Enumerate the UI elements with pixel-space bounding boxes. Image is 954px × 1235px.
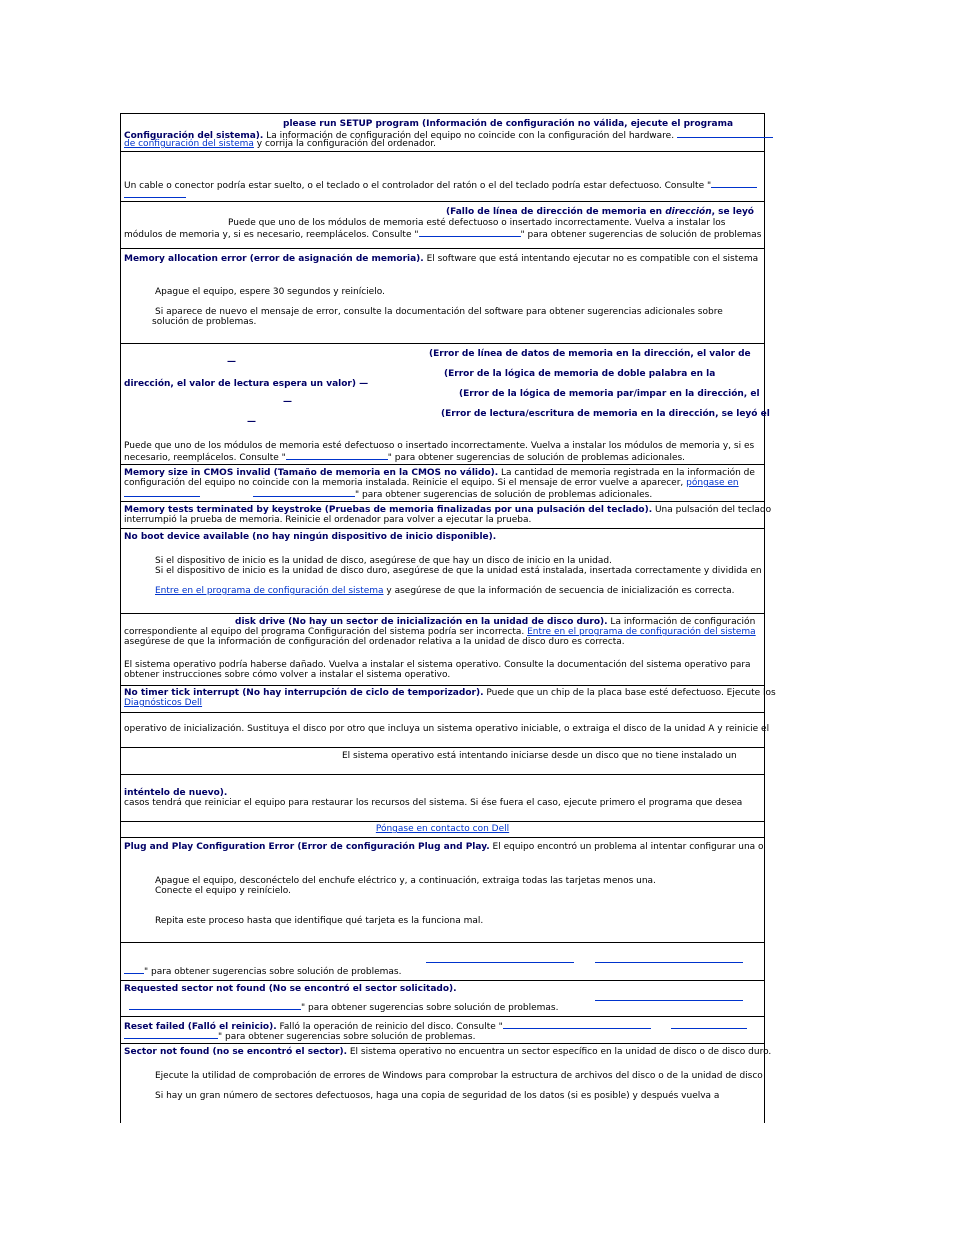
system-setup-link[interactable]: Entre en el programa de configuración del sistema <box>527 627 756 637</box>
dell-diagnostics-link[interactable]: Diagnósticos Dell <box>124 698 203 708</box>
row-body-text: " para obtener sugerencias sobre solución de problemas. <box>218 1032 476 1042</box>
row-body-text: " para obtener sugerencias de solución de problemas adicionales. <box>355 490 653 500</box>
row-body-text: configuración del equipo no coincide con la memoria instalada. Reinicie el equipo. Si el mensaje de error vuelve a aparecer, <box>124 478 687 488</box>
row-heading: Sector not found (no se encontró el sector). <box>124 1047 347 1057</box>
row-heading: No timer tick interrupt (No hay interrupción de ciclo de temporizador). <box>124 688 484 698</box>
row-body: El equipo encontró un problema al intentar configurar una o <box>489 842 764 852</box>
link-blank[interactable] <box>711 179 757 188</box>
row-no-boot-device <box>121 528 764 614</box>
row-heading: Plug and Play Configuration Error (Error de configuración Plug and Play. <box>124 842 490 852</box>
row-text <box>124 254 758 265</box>
row-body: y corrija la configuración del ordenador. <box>253 139 436 149</box>
step-item: Conecte el equipo y reinícielo. <box>155 886 291 896</box>
row-memory-data-line <box>121 343 770 465</box>
step-item: Apague el equipo, espere 30 segundos y reinícielo. <box>155 287 385 297</box>
row-heading: please run SETUP program (Información de configuración no válida, ejecute el programa <box>283 119 734 129</box>
row-body: La información de configuración del equipo no coincide con la configuración del hardware. <box>263 131 677 141</box>
row-body: Falló la operación de reinicio del disco. Consulte " <box>276 1022 503 1032</box>
contact-dell-link[interactable]: Póngase en contacto con Dell <box>375 824 510 834</box>
row-text <box>124 1030 475 1043</box>
row-text <box>121 824 764 835</box>
link-blank[interactable] <box>503 1020 651 1029</box>
link-blank[interactable] <box>595 992 743 1001</box>
row-body: El software que está intentando ejecutar no es compatible con el sistema <box>423 254 759 264</box>
row-body: El sistema operativo no encuentra un sector específico en la unidad de disco o de disco duro. <box>347 1047 772 1057</box>
row-heading: No boot device available (no hay ningún dispositivo de inicio disponible). <box>124 532 497 542</box>
row-text <box>124 1047 771 1058</box>
row-heading: — <box>247 417 256 427</box>
link-blank[interactable] <box>124 965 144 974</box>
heading-part: (Fallo de línea de dirección de memoria en <box>446 207 666 217</box>
row-heading: Requested sector not found (No se encontró el sector solicitado). <box>124 984 457 994</box>
row-heading: Configuración del sistema). <box>124 131 264 141</box>
link-blank[interactable] <box>253 488 355 497</box>
link-blank[interactable] <box>124 1030 218 1039</box>
row-text <box>426 954 743 967</box>
row-heading: Memory tests terminated by keystroke (Pruebas de memoria finalizadas por una pulsación del teclado). <box>124 505 653 515</box>
row-memory-allocation <box>121 248 764 344</box>
row-text <box>124 228 761 241</box>
row-sector-not-found <box>121 1043 772 1124</box>
row-memory-tests-keystroke <box>121 501 772 529</box>
row-body: casos tendrá que reiniciar el equipo para restaurar los recursos del sistema. Si ése fuera el caso, ejecute primero el programa que desea <box>124 798 743 808</box>
row-body: operativo de inicialización. Sustituya el disco por otro que incluya un sistema operativo iniciable, o extraiga el disco de la unidad A y reinicie el <box>124 724 770 734</box>
row-heading: (Error de línea de datos de memoria en la dirección, el valor de <box>429 349 751 359</box>
row-heading: — <box>227 357 236 367</box>
heading-part: , se leyó <box>711 207 754 217</box>
row-body: El sistema operativo podría haberse dañado. Vuelva a instalar el sistema operativo. Consulte la documentación del sistema operativo para <box>124 660 751 670</box>
row-heading <box>446 207 754 218</box>
row-heading: dirección, el valor de lectura espera un valor) — <box>124 379 369 389</box>
row-body: asegúrese de que la información de configuración del ordenador relativa a la unidad de disco duro es correcta. <box>124 637 625 647</box>
row-body-text: necesario, reemplácelos. Consulte " <box>124 453 286 463</box>
row-body <box>124 179 757 192</box>
step-item: Si el dispositivo de inicio es la unidad de disco duro, asegúrese de que la unidad está instalada, insertada correctamente y dividida en <box>155 566 762 576</box>
row-plug-and-play <box>121 837 764 943</box>
row-body: interrumpió la prueba de memoria. Reinicie el ordenador para volver a ejecutar la prueba. <box>124 515 532 525</box>
row-reset-failed <box>121 1016 764 1044</box>
row-body: El sistema operativo está intentando iniciarse desde un disco que no tiene instalado un <box>342 751 737 761</box>
row-body: Puede que uno de los módulos de memoria esté defectuoso o insertado incorrectamente. Vuelva a instalar los <box>228 218 726 228</box>
row-heading: (Error de la lógica de memoria par/impar en la dirección, el <box>459 389 760 399</box>
row-text <box>124 488 652 501</box>
row-not-enough-resources <box>121 774 764 822</box>
row-heading: disk drive (No hay un sector de inicialización en la unidad de disco duro). <box>235 617 608 627</box>
link-blank[interactable] <box>677 129 773 138</box>
step-item: solución de problemas. <box>152 317 257 327</box>
row-body: Puede que un chip de la placa base esté defectuoso. Ejecute los <box>483 688 776 698</box>
row-body: La cantidad de memoria registrada en la información de <box>498 468 755 478</box>
link-blank[interactable] <box>671 1020 747 1029</box>
row-no-boot-sector <box>121 613 764 686</box>
row-body-text: " para obtener sugerencias de solución de problemas adicionales. <box>387 453 686 463</box>
row-contact-dell <box>121 821 764 838</box>
row-body: Puede que uno de los módulos de memoria esté defectuoso o insertado incorrectamente. Vuelva a instalar los módulos de memoria y, si es <box>124 441 755 451</box>
row-body-text: " para obtener sugerencias de solución de problemas <box>520 230 762 240</box>
row-requested-sector <box>121 980 764 1017</box>
row-body-text: " para obtener sugerencias sobre solución de problemas. <box>144 967 402 977</box>
row-text <box>124 698 202 709</box>
row-text <box>124 139 436 150</box>
system-setup-link[interactable]: de configuración del sistema <box>124 139 254 149</box>
system-setup-link[interactable]: Entre en el programa de configuración del sistema <box>155 586 384 596</box>
error-message-table <box>120 113 776 1123</box>
step-item: Si aparece de nuevo el mensaje de error, consulte la documentación del software para obtener sugerencias adicionales sobre <box>155 307 723 317</box>
row-body-text: Un cable o conector podría estar suelto, o el teclado o el controlador del ratón o el del teclado podría estar defectuoso. Consulte " <box>124 181 712 191</box>
row-heading: — <box>283 397 292 407</box>
link-blank[interactable] <box>595 954 743 963</box>
heading-emphasis: dirección <box>665 207 712 217</box>
row-heading: (Error de lectura/escritura de memoria en la dirección, se leyó el <box>441 409 770 419</box>
row-heading: inténtelo de nuevo). <box>124 788 228 798</box>
link-blank[interactable] <box>426 954 574 963</box>
row-no-timer-tick <box>121 685 776 713</box>
row-memory-address-line <box>121 201 764 249</box>
row-read-fault <box>121 942 764 981</box>
row-text <box>124 688 776 699</box>
row-body-text: módulos de memoria y, si es necesario, reemplácelos. Consulte " <box>124 230 419 240</box>
row-invalid-config <box>121 113 764 152</box>
step-item: Apague el equipo, desconéctelo del enchufe eléctrico y, a continuación, extraiga todas las tarjetas menos una. <box>155 876 656 886</box>
step-item: Si hay un gran número de sectores defectuosos, haga una copia de seguridad de los datos (si es posible) y después vuelva a <box>155 1091 720 1101</box>
row-text <box>124 842 764 853</box>
row-body: La información de configuración <box>607 617 756 627</box>
row-memory-size-cmos <box>121 464 764 502</box>
step-item: Ejecute la utilidad de comprobación de errores de Windows para comprobar la estructura de archivos del disco o de la unidad de disco <box>155 1071 763 1081</box>
row-text <box>124 451 685 464</box>
row-keyboard-controller <box>121 151 764 202</box>
row-body-text: y asegúrese de que la información de secuencia de inicialización es correcta. <box>383 586 735 596</box>
row-text <box>129 1001 558 1014</box>
contact-dell-link[interactable]: póngase en <box>686 478 739 488</box>
row-text <box>124 965 401 978</box>
row-body-text: correspondiente al equipo del programa Configuración del sistema podría ser incorrecta. <box>124 627 528 637</box>
row-not-a-boot-diskette <box>121 747 764 775</box>
row-body-text: " para obtener sugerencias sobre solución de problemas. <box>301 1003 559 1013</box>
row-body: Una pulsación del teclado <box>652 505 772 515</box>
row-heading: Memory size in CMOS invalid (Tamaño de memoria en la CMOS no válido). <box>124 468 499 478</box>
link-blank[interactable] <box>124 488 200 497</box>
link-blank[interactable] <box>129 1001 301 1010</box>
row-text <box>595 992 743 1005</box>
step-item <box>155 586 734 597</box>
link-blank[interactable] <box>124 189 186 198</box>
row-heading: Memory allocation error (error de asignación de memoria). <box>124 254 424 264</box>
step-item: Repita este proceso hasta que identifique qué tarjeta es la funciona mal. <box>155 916 484 926</box>
link-blank[interactable] <box>286 451 388 460</box>
row-non-system-disk <box>121 712 770 748</box>
link-blank[interactable] <box>419 228 521 237</box>
row-heading: Reset failed (Falló el reinicio). <box>124 1022 277 1032</box>
step-item: Si el dispositivo de inicio es la unidad de disco, asegúrese de que hay un disco de inicio en la unidad. <box>155 556 612 566</box>
row-body: obtener instrucciones sobre cómo volver a instalar el sistema operativo. <box>124 670 451 680</box>
row-heading: (Error de la lógica de memoria de doble palabra en la <box>444 369 716 379</box>
